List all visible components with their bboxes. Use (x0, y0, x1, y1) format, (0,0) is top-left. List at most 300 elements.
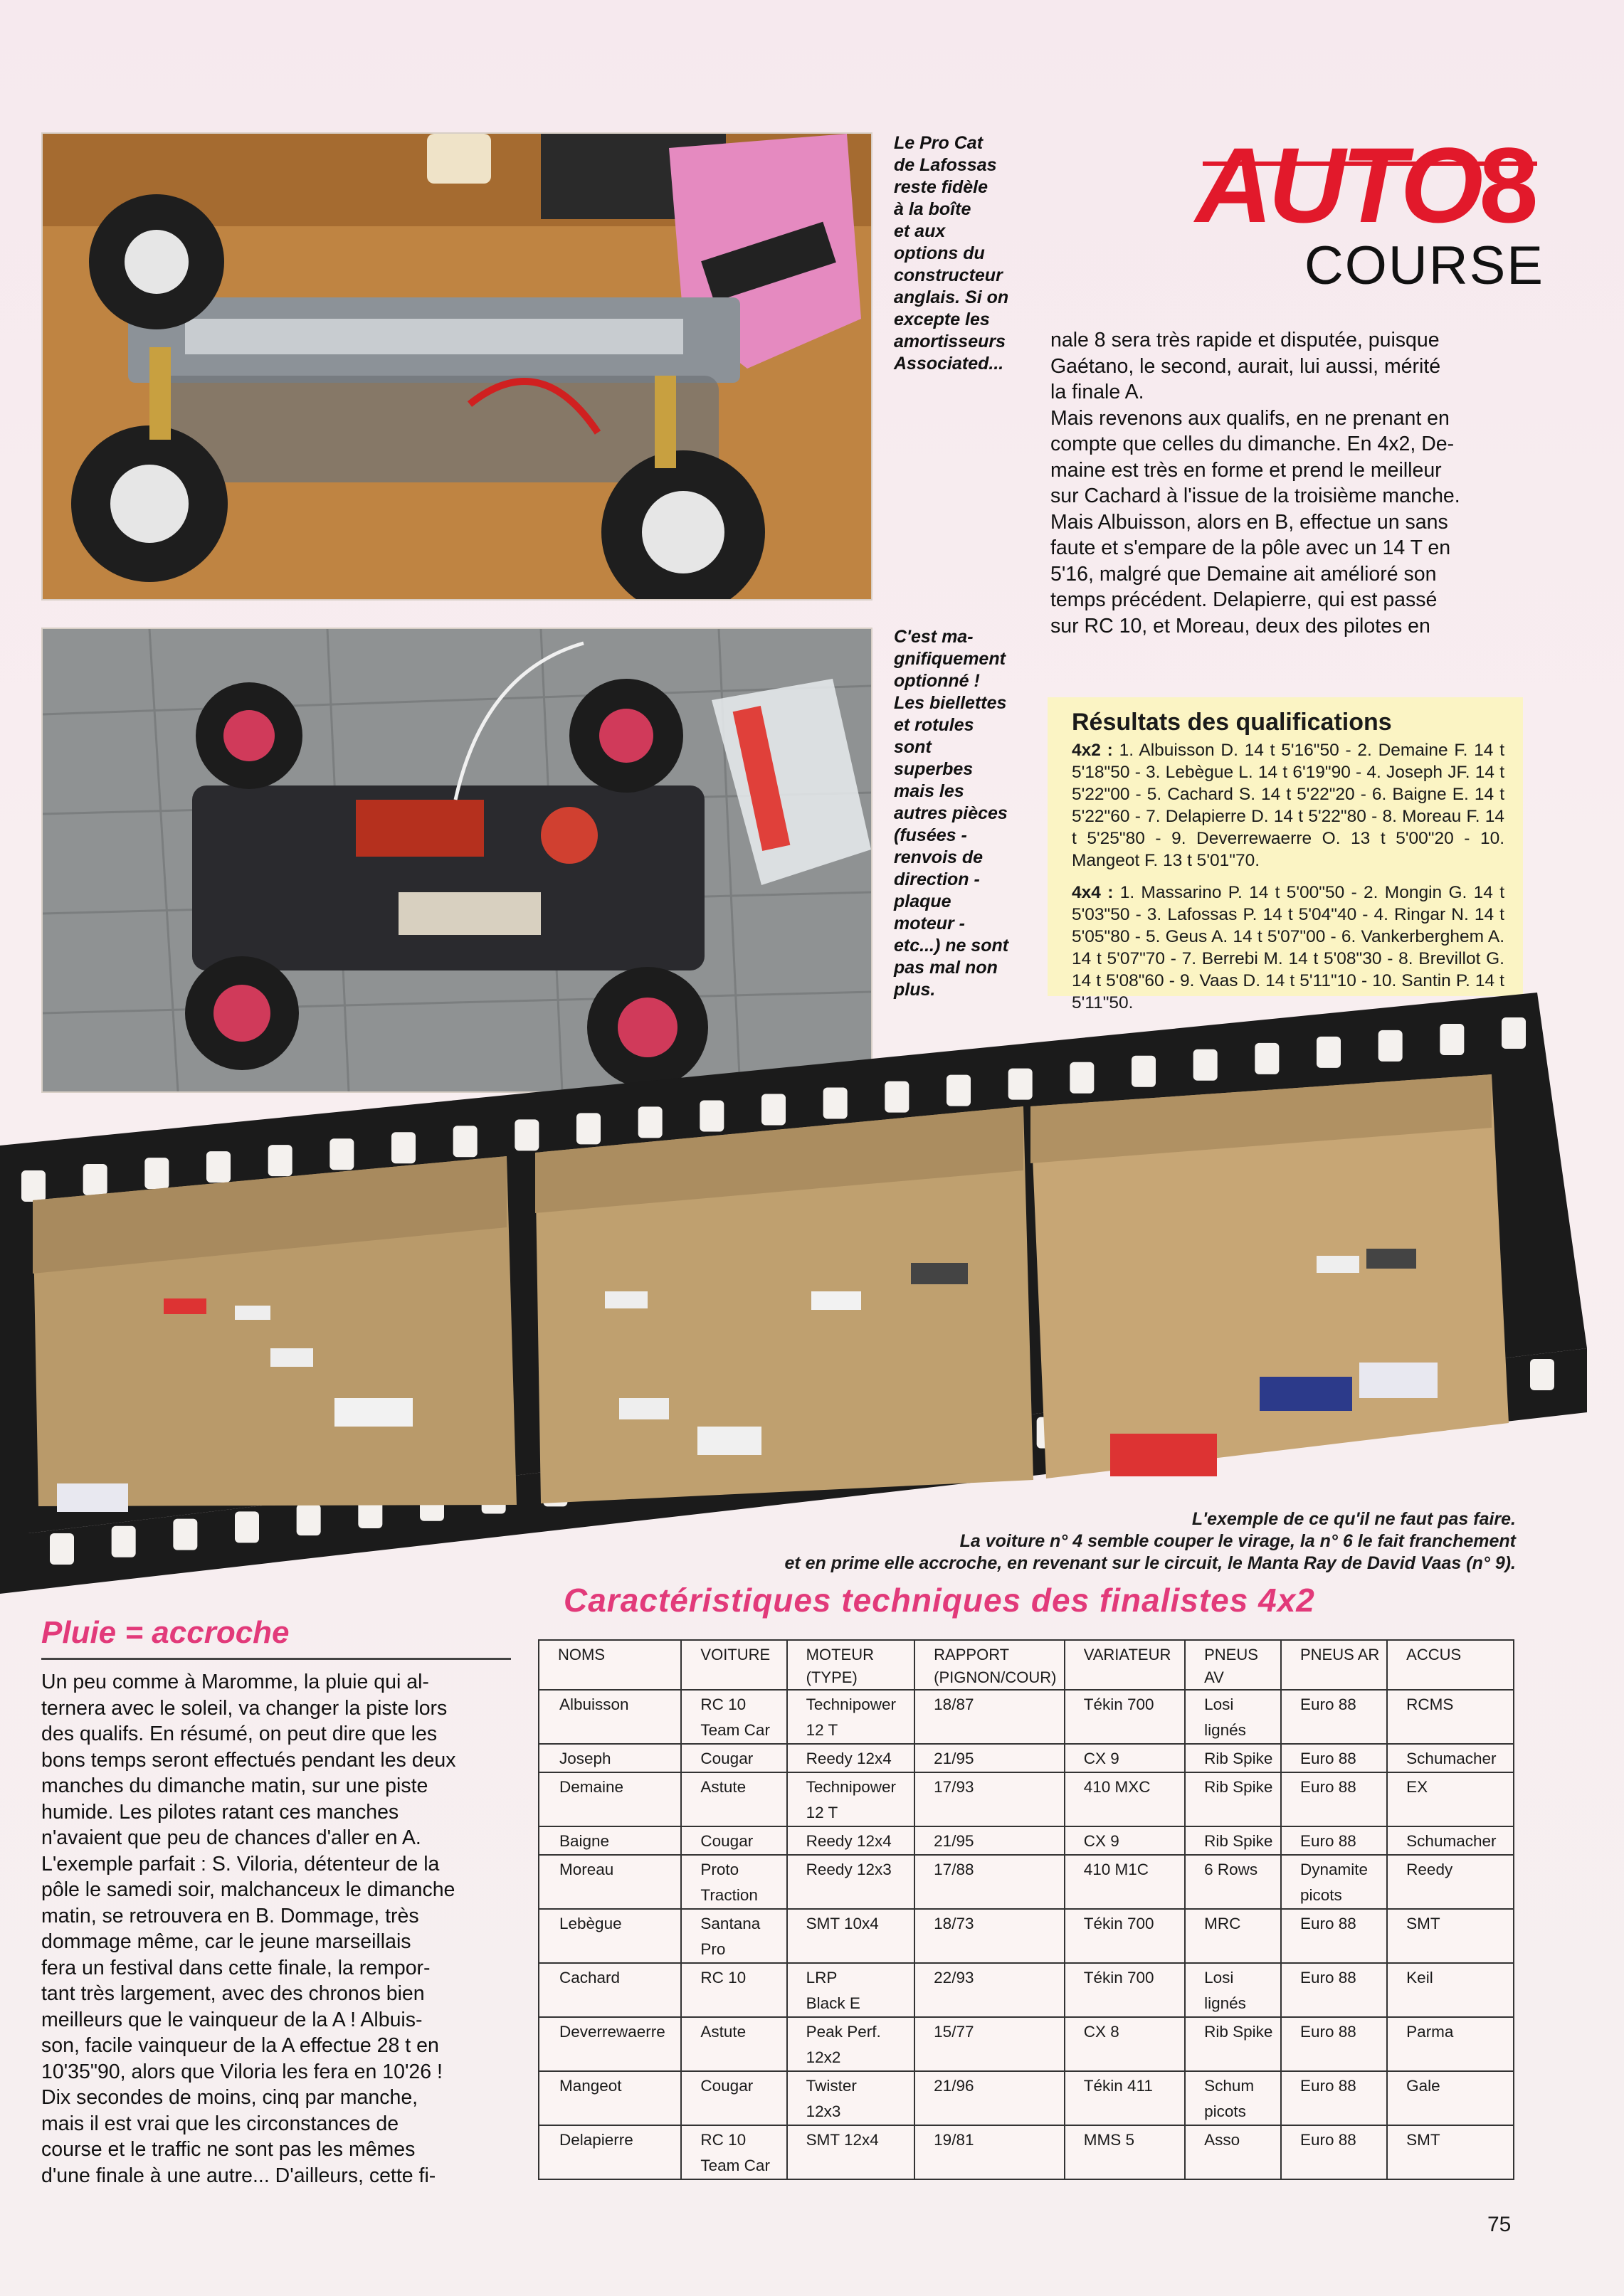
table-cell (914, 1826, 1065, 1855)
cell-text: EX (1406, 1778, 1428, 1796)
film-strip-illustration (0, 993, 1624, 1597)
table-cell (539, 2125, 681, 2179)
text-line: humide. Les pilotes ratant ces manches (41, 1800, 399, 1824)
table-cell (539, 1909, 681, 1963)
cell-text: Euro 88 (1300, 1750, 1356, 1767)
sprocket-hole (1008, 1069, 1033, 1100)
cell-text: Euro 88 (1300, 1695, 1356, 1713)
table-row (539, 1772, 1514, 1826)
cell-text: Gale (1406, 2077, 1440, 2095)
article-column-right (1050, 327, 1523, 639)
table-cell (539, 1772, 681, 1826)
caption-line: mais les (894, 781, 964, 801)
header-text: NOMS (558, 1646, 605, 1663)
cell-text: Cougar (700, 1750, 754, 1767)
table-header-cell (1185, 1640, 1281, 1690)
table-cell (681, 1690, 786, 1744)
table-cell (681, 2071, 786, 2125)
sprocket-hole (329, 1138, 354, 1170)
caption-line: constructeur (894, 265, 1003, 285)
text-line: 5'16, malgré que Demaine ait amélioré son (1050, 562, 1437, 586)
sprocket-hole (235, 1511, 259, 1543)
table-cell (914, 2125, 1065, 2179)
caption-line: anglais. Si on (894, 287, 1009, 307)
text-line: Dix secondes de moins, cinq par manche, (41, 2086, 418, 2109)
cell-text: 21/95 (934, 1832, 974, 1850)
cell-text: Reedy 12x4 (806, 1832, 892, 1850)
table-cell (539, 2071, 681, 2125)
table-cell (1185, 1772, 1281, 1826)
table-cell (914, 1690, 1065, 1744)
table-row (539, 1963, 1514, 2017)
article-pluie-body (41, 1669, 510, 2189)
logo-course: COURSE (1304, 236, 1544, 296)
table-cell (1185, 1855, 1281, 1909)
table-cell (1281, 1744, 1387, 1772)
sprocket-hole (453, 1126, 478, 1157)
tech-table-title: Caractéristiques techniques des finalistes 4x2 (564, 1582, 1315, 1619)
text-line: n'avaient que peu de chances d'aller en A. (41, 1826, 421, 1849)
table-cell (787, 1909, 915, 1963)
text-line: d'une finale à une autre... D'ailleurs, cette fi- (41, 2164, 436, 2187)
cell-text: Baigne (559, 1832, 610, 1850)
sprocket-hole (1440, 1024, 1464, 1055)
film-strip (0, 993, 1624, 1597)
cell-text: Euro 88 (1300, 2023, 1356, 2041)
table-header-cell (787, 1640, 915, 1690)
table-cell (681, 2017, 786, 2071)
header-text: ACCUS (1406, 1646, 1462, 1663)
cell-text: Losi (1204, 1695, 1234, 1713)
table-cell (1065, 1690, 1185, 1744)
caption-line: sont (894, 737, 932, 757)
cell-text: Euro 88 (1300, 1969, 1356, 1986)
table-cell (1387, 1690, 1514, 1744)
caption-photo2 (894, 626, 1008, 1001)
table-cell (914, 1744, 1065, 1772)
caption-line: direction - (894, 869, 980, 889)
text-line: course et le traffic ne sont pas les mêmes (41, 2138, 416, 2161)
cell-text: SMT (1406, 2131, 1440, 2149)
text-line: tant très largement, avec des chronos bien (41, 1982, 425, 2005)
cell-text: Team Car (700, 2157, 770, 2174)
table-row (539, 2017, 1514, 2071)
photo-pro-cat-buggy (41, 132, 872, 601)
cell-text: Rib Spike (1204, 2023, 1273, 2041)
table-cell (1281, 2017, 1387, 2071)
table-cell (539, 1826, 681, 1855)
table-row (539, 1826, 1514, 1855)
cell-text: MRC (1204, 1915, 1241, 1932)
results-title: Résultats des qualifications (1072, 709, 1392, 736)
sprocket-hole (576, 1113, 601, 1144)
caption-line: plus. (894, 980, 936, 1000)
table-row (539, 2071, 1514, 2125)
cell-text: Reedy (1406, 1861, 1453, 1878)
cell-text: Reedy 12x3 (806, 1861, 892, 1878)
cell-text: 21/96 (934, 2077, 974, 2095)
buggy-illustration-1 (43, 134, 871, 599)
cell-text: Euro 88 (1300, 1915, 1356, 1932)
sprocket-hole (173, 1519, 197, 1550)
text-line: mais il est vrai que les circonstances de (41, 2112, 399, 2135)
table-cell (787, 1744, 915, 1772)
table-header-row (539, 1640, 1514, 1690)
caption-photo1 (894, 132, 1008, 375)
table-row (539, 1855, 1514, 1909)
table-cell (539, 1855, 681, 1909)
text-line: compte que celles du dimanche. En 4x2, De- (1050, 433, 1455, 455)
results-4x2 (1072, 739, 1504, 872)
table-cell (1065, 2017, 1185, 2071)
table-cell (914, 2071, 1065, 2125)
cell-text: picots (1300, 1886, 1342, 1904)
cell-text: CX 9 (1083, 1750, 1119, 1767)
cell-text: CX 8 (1083, 2023, 1119, 2041)
table-cell (681, 1744, 786, 1772)
table-cell (1185, 2071, 1281, 2125)
cell-text: SMT 10x4 (806, 1915, 879, 1932)
sprocket-hole (515, 1119, 539, 1150)
table-row (539, 1744, 1514, 1772)
cell-text: Twister (806, 2077, 857, 2095)
table-cell (1065, 1744, 1185, 1772)
sprocket-hole (1530, 1359, 1554, 1390)
caption-line: amortisseurs (894, 332, 1006, 351)
cell-text: Santana (700, 1915, 761, 1932)
results-4x2-text: 1. Albuisson D. 14 t 5'16"50 - 2. Demaine F. 14 t 5'18"50 - 3. Lebègue L. 14 t 6'19"90 - 4. Joseph JF. 14 t 5'22"00 - 5. Cachard S. 14 t 5'22"20 - 6. Baigne E. 14 t 5'22"60 - 7. Delapierre D. 14 t 5'22"80 - 8. Moreau F. 14 t 5'25"80 - 9. Deverrewaerre O. 13 t 5'00"20 - 10. Mangeot F. 13 t 5'01"70. (1072, 741, 1504, 870)
sprocket-hole (885, 1081, 909, 1113)
cell-text: Peak Perf. (806, 2023, 881, 2041)
table-row (539, 1909, 1514, 1963)
table-cell (787, 1690, 915, 1744)
cell-text: Asso (1204, 2131, 1240, 2149)
caption-line: Les biellettes (894, 693, 1007, 713)
cell-text: lignés (1204, 1994, 1246, 2012)
logo-auto-text (1196, 125, 1534, 245)
table-cell (1387, 2017, 1514, 2071)
cell-text: Deverrewaerre (559, 2023, 665, 2041)
sprocket-hole (1132, 1056, 1156, 1087)
table-cell (681, 1772, 786, 1826)
table-cell (1065, 1772, 1185, 1826)
sprocket-hole (638, 1106, 663, 1138)
cell-text: Team Car (700, 1721, 770, 1739)
table-cell (914, 1772, 1065, 1826)
table-body (539, 1690, 1514, 2179)
sprocket-hole (1193, 1049, 1218, 1081)
cell-text: Schumacher (1406, 1832, 1497, 1850)
sprocket-hole (21, 1170, 46, 1202)
text-line: manches du dimanche matin, sur une piste (41, 1774, 428, 1797)
table-cell (681, 1826, 786, 1855)
page-number: 75 (1487, 2213, 1512, 2236)
cell-text: 12x3 (806, 2102, 841, 2120)
table-cell (1185, 1909, 1281, 1963)
cell-text: Astute (700, 2023, 747, 2041)
cell-text: Pro (700, 1940, 726, 1958)
sprocket-hole (1502, 1017, 1526, 1049)
cell-text: Euro 88 (1300, 2131, 1356, 2149)
table-cell (1281, 1855, 1387, 1909)
table-cell (1281, 2125, 1387, 2179)
caption-line: reste fidèle (894, 177, 988, 197)
caption-line: pas mal non (894, 958, 998, 978)
cell-text: 21/95 (934, 1750, 974, 1767)
cell-text: Tékin 411 (1083, 2077, 1153, 2095)
cell-text: Albuisson (559, 1695, 629, 1713)
cell-text: LRP (806, 1969, 838, 1986)
table-cell (681, 1855, 786, 1909)
header-text: (TYPE) (806, 1668, 858, 1686)
caption-line: optionné ! (894, 671, 980, 691)
table-cell (681, 1963, 786, 2017)
table-cell (914, 1963, 1065, 2017)
cell-text: Cougar (700, 1832, 754, 1850)
results-4x4-label: 4x4 : (1072, 883, 1114, 902)
text-line: matin, se retrouvera en B. Dommage, très (41, 1904, 419, 1927)
cell-text: Technipower (806, 1695, 896, 1713)
table-cell (914, 2017, 1065, 2071)
cell-text: Tékin 700 (1083, 1915, 1154, 1932)
table-cell (1065, 1909, 1185, 1963)
table-cell (1185, 1744, 1281, 1772)
cell-text: Reedy 12x4 (806, 1750, 892, 1767)
cell-text: 17/88 (934, 1861, 974, 1878)
header-text: VARIATEUR (1083, 1646, 1171, 1663)
table-cell (1281, 1963, 1387, 2017)
sprocket-hole (823, 1088, 848, 1119)
caption-line: C'est ma- (894, 627, 974, 647)
cell-text: Euro 88 (1300, 1832, 1356, 1850)
table-cell (681, 2125, 786, 2179)
cell-text: Cougar (700, 2077, 754, 2095)
table-cell (1387, 1963, 1514, 2017)
table-cell (539, 1744, 681, 1772)
caption-line: L'exemple de ce qu'il ne faut pas faire. (1191, 1509, 1516, 1529)
table-cell (1387, 1826, 1514, 1855)
table-row (539, 1690, 1514, 1744)
sprocket-hole (206, 1151, 231, 1183)
caption-line: et rotules (894, 715, 974, 735)
cell-text: 17/93 (934, 1778, 974, 1796)
caption-line: autres pièces (894, 803, 1008, 823)
text-line: Mais revenons aux qualifs, en ne prenant en (1050, 406, 1450, 430)
text-line: meilleurs que le vainqueur de la A ! Albuis- (41, 2008, 423, 2031)
cell-text: Rib Spike (1204, 1832, 1273, 1850)
text-line: maine est très en forme et prend le meilleur (1050, 458, 1442, 482)
results-4x2-label: 4x2 : (1072, 741, 1113, 760)
text-line: faute et s'empare de la pôle avec un 14 T en (1050, 536, 1451, 559)
table-cell (1065, 2125, 1185, 2179)
table-header-cell (914, 1640, 1065, 1690)
table-header-cell (1387, 1640, 1514, 1690)
sprocket-hole (297, 1504, 321, 1535)
caption-line: à la boîte (894, 199, 971, 219)
cell-text: Parma (1406, 2023, 1454, 2041)
cell-text: 410 M1C (1083, 1861, 1149, 1878)
cell-text: Tékin 700 (1083, 1695, 1154, 1713)
text-line: sur Cachard à l'issue de la troisième manche. (1050, 485, 1460, 507)
cell-text: Joseph (559, 1750, 611, 1767)
cell-text: Dynamite (1300, 1861, 1369, 1878)
table-cell (787, 1855, 915, 1909)
caption-line: de Lafossas (894, 155, 997, 175)
cell-text: picots (1204, 2102, 1246, 2120)
cell-text: Cachard (559, 1969, 621, 1986)
table-cell (1185, 1826, 1281, 1855)
cell-text: 22/93 (934, 1969, 974, 1986)
cell-text: Moreau (559, 1861, 614, 1878)
table-cell (1185, 2017, 1281, 2071)
table-cell (787, 2125, 915, 2179)
cell-text: RC 10 (700, 1969, 747, 1986)
cell-text: Astute (700, 1778, 747, 1796)
sprocket-hole (700, 1100, 724, 1131)
table-cell (1281, 1772, 1387, 1826)
cell-text: RC 10 (700, 1695, 747, 1713)
cell-text: Demaine (559, 1778, 624, 1796)
table-cell (787, 1963, 915, 2017)
tech-specs-table (538, 1639, 1514, 2180)
header-text: PNEUS AR (1300, 1646, 1380, 1663)
cell-text: 18/73 (934, 1915, 974, 1932)
table-cell (1065, 1826, 1185, 1855)
caption-line: La voiture n° 4 semble couper le virage, la n° 6 le fait franchement (959, 1531, 1516, 1551)
table-cell (1387, 2125, 1514, 2179)
cell-text: Delapierre (559, 2131, 633, 2149)
table-cell (1185, 2125, 1281, 2179)
table-cell (787, 1772, 915, 1826)
table-cell (1387, 2071, 1514, 2125)
table-cell (914, 1855, 1065, 1909)
text-line: bons temps seront effectués pendant les deux (41, 1748, 456, 1772)
table-cell (787, 1826, 915, 1855)
cell-text: Traction (700, 1886, 758, 1904)
table-cell (787, 2017, 915, 2071)
caption-line: Associated... (894, 354, 1004, 374)
table-header-cell (681, 1640, 786, 1690)
table-cell (1387, 1909, 1514, 1963)
table-cell (1065, 1855, 1185, 1909)
text-line: Mais Albuisson, alors en B, effectue un sans (1050, 510, 1448, 534)
table-cell (539, 1690, 681, 1744)
table-cell (1387, 1855, 1514, 1909)
cell-text: RCMS (1406, 1695, 1454, 1713)
qualification-results-box (1048, 697, 1523, 1012)
cell-text: 15/77 (934, 2023, 974, 2041)
sprocket-hole (1070, 1062, 1094, 1094)
text-line: la finale A. (1050, 381, 1144, 403)
sprocket-hole (144, 1158, 169, 1189)
table-cell (1065, 1963, 1185, 2017)
caption-line: (fusées - (894, 825, 967, 845)
header-text: VOITURE (700, 1646, 771, 1663)
cell-text: 19/81 (934, 2131, 974, 2149)
cell-text: Proto (700, 1861, 739, 1878)
cell-text: MMS 5 (1083, 2131, 1134, 2149)
table-cell (1281, 1826, 1387, 1855)
caption-line: gnifiquement (894, 649, 1006, 669)
cell-text: Rib Spike (1204, 1750, 1273, 1767)
text-line: nale 8 sera très rapide et disputée, puisque (1050, 329, 1440, 351)
cell-text: SMT 12x4 (806, 2131, 879, 2149)
text-line: temps précédent. Delapierre, qui est passé (1050, 588, 1438, 611)
text-line: fera un festival dans cette finale, la rempor- (41, 1956, 431, 1979)
text-line: ternera avec le soleil, va changer la piste lors (41, 1696, 448, 1720)
text-line: Un peu comme à Maromme, la pluie qui al- (41, 1671, 429, 1693)
table-cell (914, 1909, 1065, 1963)
cell-text: 12 T (806, 1804, 838, 1821)
table-cell (1387, 1744, 1514, 1772)
cell-text: Keil (1406, 1969, 1433, 1986)
sprocket-hole (112, 1526, 136, 1557)
caption-line: etc...) ne sont (894, 936, 1009, 956)
sprocket-hole (268, 1145, 292, 1176)
section-rule (41, 1658, 511, 1660)
caption-line: renvois de (894, 847, 984, 867)
text-line: L'exemple parfait : S. Viloria, détenteur de la (41, 1852, 440, 1876)
sprocket-hole (761, 1094, 786, 1126)
text-line: sur RC 10, et Moreau, deux des pilotes en (1050, 614, 1430, 638)
sprocket-hole (50, 1533, 74, 1565)
caption-line: options du (894, 243, 985, 263)
sprocket-hole (1255, 1043, 1279, 1074)
sprocket-hole (947, 1075, 971, 1106)
caption-line: et en prime elle accroche, en revenant sur le circuit, le Manta Ray de David Vaas (n° 9). (784, 1553, 1516, 1573)
caption-line: et aux (894, 221, 946, 241)
table-cell (1065, 2071, 1185, 2125)
cell-text: RC 10 (700, 2131, 747, 2149)
text-line: 10'35"90, alors que Viloria les fera en 10'26 ! (41, 2060, 443, 2083)
caption-line: excepte les (894, 310, 990, 329)
sprocket-hole (83, 1164, 107, 1195)
cell-text: Black E (806, 1994, 860, 2012)
header-text: MOTEUR (806, 1646, 874, 1663)
table-row (539, 2125, 1514, 2179)
table-cell (1387, 1772, 1514, 1826)
header-text: RAPPORT (934, 1646, 1010, 1663)
sprocket-hole (391, 1132, 416, 1163)
text-line: son, facile vainqueur de la A effectue 28 t en (41, 2034, 439, 2057)
text-line: pôle le samedi soir, malchanceux le dimanche (41, 1878, 455, 1901)
cell-text: 12 T (806, 1721, 838, 1739)
table-header-cell (1065, 1640, 1185, 1690)
table-cell (1185, 1963, 1281, 2017)
cell-text: Euro 88 (1300, 2077, 1356, 2095)
cell-text: 410 MXC (1083, 1778, 1151, 1796)
table-cell (1281, 2071, 1387, 2125)
logo-number: 8 (1479, 125, 1534, 245)
cell-text: Euro 88 (1300, 1778, 1356, 1796)
cell-text: lignés (1204, 1721, 1246, 1739)
table-cell (1185, 1690, 1281, 1744)
caption-line: moteur - (894, 914, 965, 933)
cell-text: Schum (1204, 2077, 1255, 2095)
header-text: PNEUS AV (1204, 1646, 1258, 1686)
header-text: (PIGNON/COUR) (934, 1668, 1057, 1686)
cell-text: SMT (1406, 1915, 1440, 1932)
table-cell (1281, 1690, 1387, 1744)
table-cell (681, 1909, 786, 1963)
sprocket-hole (1378, 1030, 1403, 1062)
table-cell (539, 1963, 681, 2017)
table-header-cell (539, 1640, 681, 1690)
caption-line: Le Pro Cat (894, 133, 984, 153)
cell-text: 6 Rows (1204, 1861, 1258, 1878)
cell-text: CX 9 (1083, 1832, 1119, 1850)
section-title-pluie: Pluie = accroche (41, 1615, 290, 1650)
